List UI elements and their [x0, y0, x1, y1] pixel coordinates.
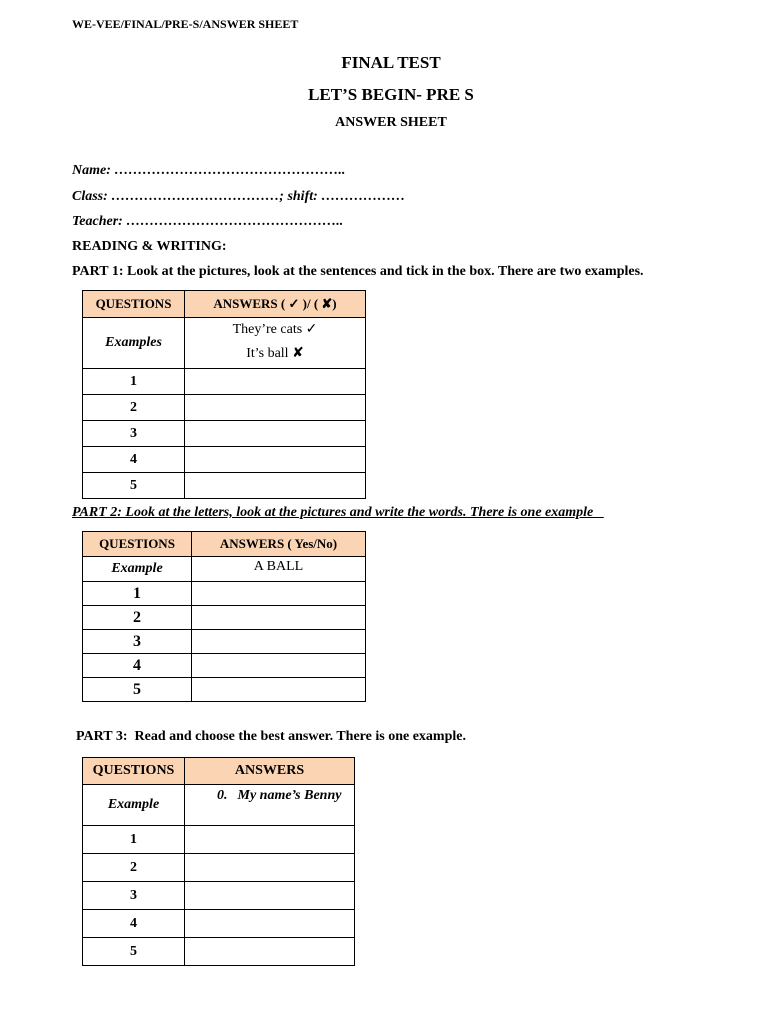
- part1-question-number: 4: [83, 447, 185, 473]
- part2-answer-cell[interactable]: [192, 582, 366, 606]
- part2-question-number: 3: [83, 630, 192, 654]
- part3-answer-cell[interactable]: [185, 826, 355, 854]
- part3-question-number: 2: [83, 854, 185, 882]
- part2-question-number: 1: [83, 582, 192, 606]
- part3-questions-header: QUESTIONS: [83, 758, 185, 785]
- level-title: LET’S BEGIN- PRE S: [308, 85, 474, 104]
- test-title: FINAL TEST: [341, 53, 441, 72]
- part1-example-answers: [185, 318, 366, 369]
- part2-answer-cell[interactable]: [192, 678, 366, 702]
- name-field[interactable]: Name: …………………………………………..: [72, 163, 346, 178]
- sheet-title: ANSWER SHEET: [335, 115, 447, 130]
- part2-question-number: 5: [83, 678, 192, 702]
- part3-answer-table: [82, 757, 355, 966]
- part2-instruction: PART 2: Look at the letters, look at the pictures and write the words. There is one example: [72, 505, 604, 520]
- part3-example-answer-cell: [185, 785, 355, 826]
- part3-answers-header: ANSWERS: [185, 758, 355, 785]
- part1-instruction: PART 1: Look at the pictures, look at the sentences and tick in the box. There are two examples.: [72, 264, 644, 279]
- part3-answer-cell[interactable]: [185, 938, 355, 966]
- part1-answer-cell[interactable]: [185, 447, 366, 473]
- part1-question-number: 2: [83, 395, 185, 421]
- part3-question-number: 4: [83, 910, 185, 938]
- part1-question-number: 1: [83, 369, 185, 395]
- part2-answers-header: ANSWERS ( Yes/No): [192, 532, 366, 557]
- part1-answer-cell[interactable]: [185, 395, 366, 421]
- class-shift-field[interactable]: Class: ………………………………; shift: ………………: [72, 189, 406, 204]
- part1-question-number: 5: [83, 473, 185, 499]
- part1-example-answer-2: It’s ball ✘: [246, 346, 304, 361]
- teacher-field[interactable]: Teacher: ………………………………………..: [72, 214, 344, 229]
- part3-question-number: 1: [83, 826, 185, 854]
- part1-questions-header: QUESTIONS: [83, 291, 185, 318]
- part3-answer-cell[interactable]: [185, 910, 355, 938]
- part3-instruction: PART 3: Read and choose the best answer. There is one example.: [76, 729, 466, 744]
- part2-example-answer: A BALL: [192, 557, 366, 582]
- part2-answer-cell[interactable]: [192, 606, 366, 630]
- part2-question-number: 4: [83, 654, 192, 678]
- part2-answer-cell[interactable]: [192, 654, 366, 678]
- part3-question-number: 5: [83, 938, 185, 966]
- part3-example-number: 0.: [217, 788, 228, 803]
- part1-answer-table: [82, 290, 366, 499]
- part3-example-answer: My name’s Benny: [237, 788, 342, 803]
- part1-examples-label: Examples: [83, 318, 185, 369]
- part3-question-number: 3: [83, 882, 185, 910]
- part1-answer-cell[interactable]: [185, 421, 366, 447]
- part1-answer-cell[interactable]: [185, 473, 366, 499]
- part1-answers-header: ANSWERS ( ✓ )/ ( ✘): [185, 291, 366, 318]
- part3-answer-cell[interactable]: [185, 854, 355, 882]
- part1-example-answer-1: They’re cats ✓: [232, 322, 318, 337]
- part1-question-number: 3: [83, 421, 185, 447]
- part2-question-number: 2: [83, 606, 192, 630]
- part3-example-label: Example: [83, 785, 185, 826]
- part2-answer-cell[interactable]: [192, 630, 366, 654]
- part2-answer-table: [82, 531, 366, 702]
- section-heading: READING & WRITING:: [72, 239, 227, 254]
- part1-answer-cell[interactable]: [185, 369, 366, 395]
- part3-answer-cell[interactable]: [185, 882, 355, 910]
- part2-questions-header: QUESTIONS: [83, 532, 192, 557]
- document-code: WE-VEE/FINAL/PRE-S/ANSWER SHEET: [72, 17, 299, 31]
- part2-example-label: Example: [83, 557, 192, 582]
